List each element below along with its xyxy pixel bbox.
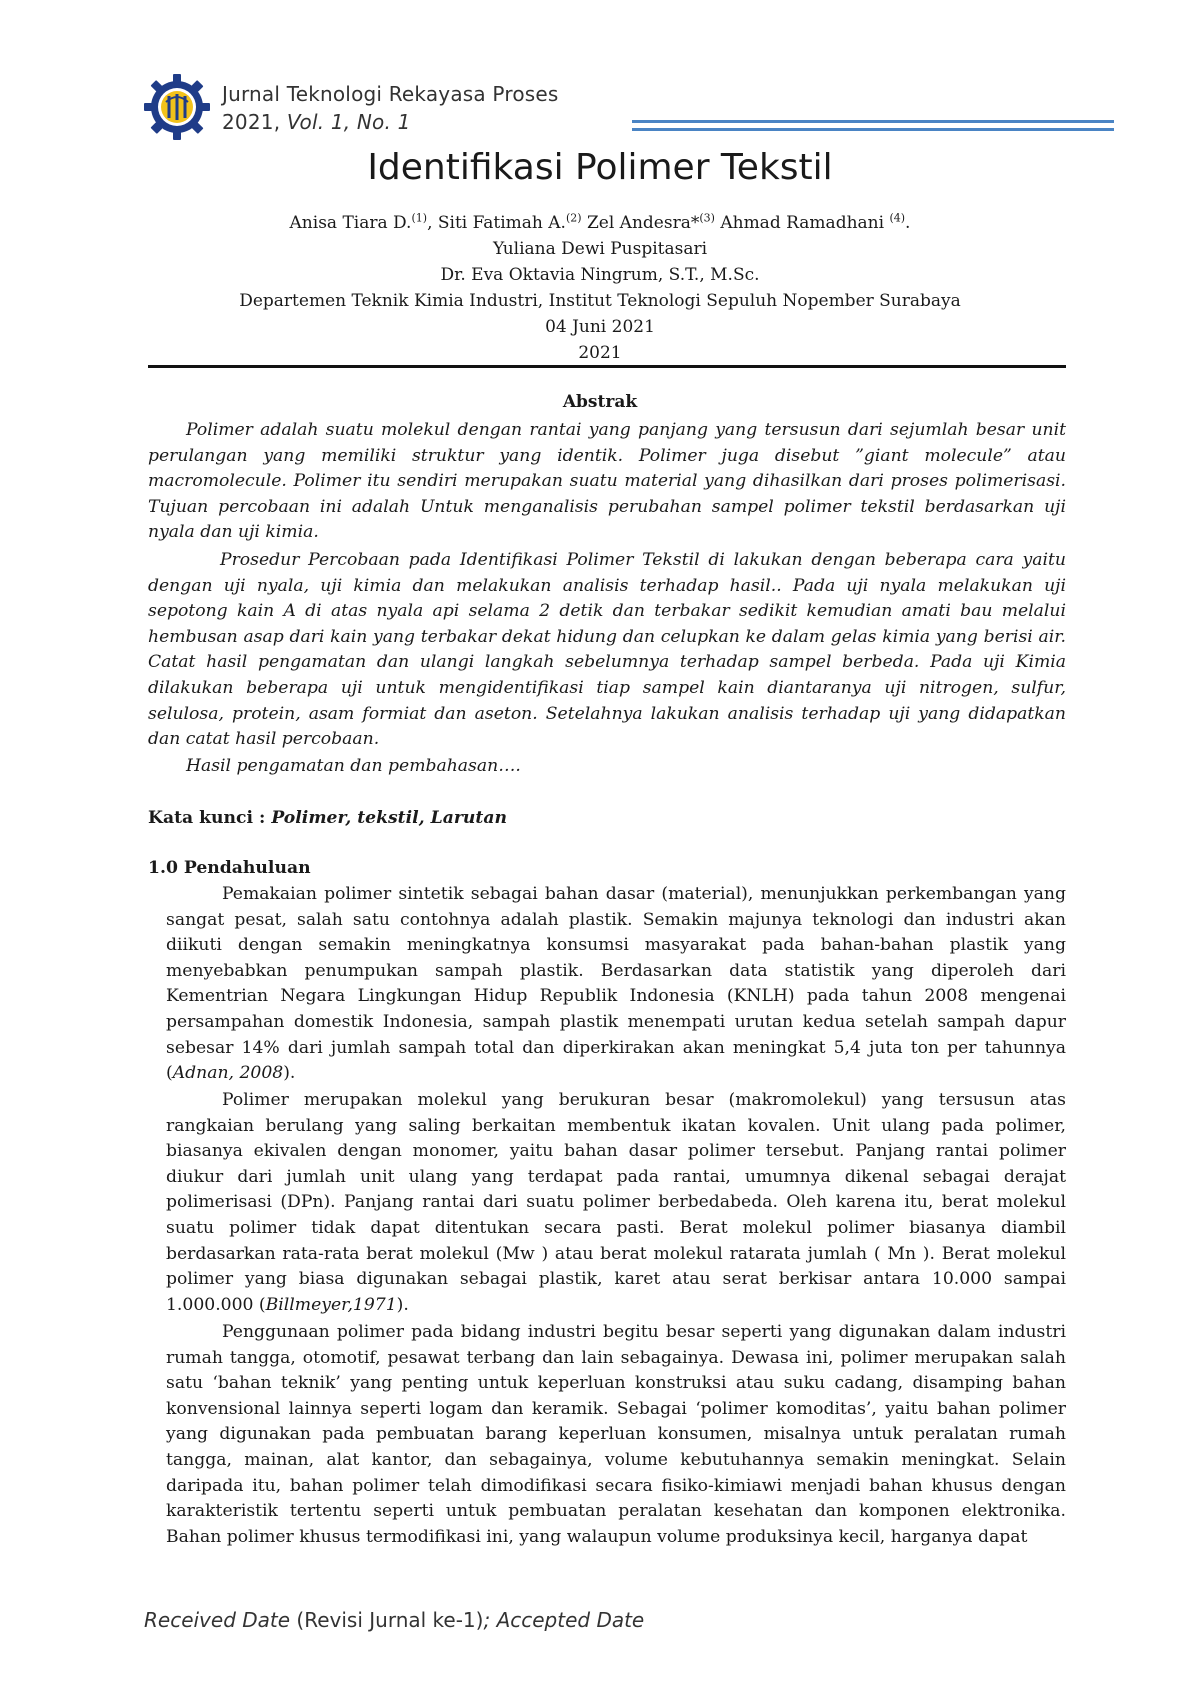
body-paragraph-1 bbox=[166, 882, 1066, 1087]
author-4-mark: (4) bbox=[889, 211, 906, 225]
journal-name: Jurnal Teknologi Rekayasa Proses bbox=[222, 82, 559, 106]
author-2: , Siti Fatimah A. bbox=[427, 213, 566, 233]
body-paragraph-2-end: ). bbox=[396, 1294, 409, 1315]
revision-note: (Revisi Jurnal ke-1) bbox=[290, 1608, 484, 1632]
paper-year: 2021 bbox=[578, 343, 622, 363]
body-paragraph-1-end: ). bbox=[283, 1063, 296, 1084]
journal-volume: Vol. 1, No. 1 bbox=[286, 110, 411, 134]
page-footer bbox=[144, 1608, 644, 1632]
journal-year: 2021, bbox=[222, 110, 281, 134]
body-paragraph-1-text: Pemakaian polimer sintetik sebagai bahan dasar (material), menunjukkan perkembangan yang sangat pesat, salah satu contohnya adalah plastik. Semakin majunya teknologi dan industri akan diikuti dengan semakin meningkatnya konsumsi masyarakat pada bahan-bahan plastik yang menyebabkan penumpukan sampah plastik. Berdasarkan data statistik yang diperoleh dari Kementrian Negara Lingkungan Hidup Republik Indonesia (KNLH) pada tahun 2008 mengenai persampahan domestik Indonesia, sampah plastik menempati urutan kedua setelah sampah dapur sebesar 14% dari jumlah sampah total dan diperkirakan akan meningkat 5,4 juta ton per tahunnya ( bbox=[166, 884, 1066, 1084]
keywords-label: Kata kunci : bbox=[148, 808, 272, 828]
abstract-paragraph-2: Prosedur Percobaan pada Identifikasi Polimer Tekstil di lakukan dengan beberapa cara yaitu dengan uji nyala, uji kimia dan melakukan analisis terhadap hasil.. Pada uji nyala melakukan uji sepotong kain A di atas nyala api selama 2 detik dan terbakar sedikit kemudian amati bau melalui hembusan asap dari kain yang terbakar dekat hidung dan celupkan ke dalam gelas kimia yang berisi air. Catat hasil pengamatan dan ulangi langkah sebelumnya terhadap sampel berbeda. Pada uji Kimia dilakukan beberapa uji untuk mengidentifikasi tiap sampel kain diantaranya uji nitrogen, sulfur, selulosa, protein, asam formiat dan aseton. Setelahnya lakukan analisis terhadap uji yang didapatkan dan catat hasil percobaan. bbox=[148, 550, 1066, 750]
keywords bbox=[148, 808, 507, 828]
university-seal-icon bbox=[142, 72, 212, 142]
journal-volume-line bbox=[222, 108, 559, 136]
author-4: Ahmad Ramadhani bbox=[714, 213, 890, 233]
abstract-heading: Abstrak bbox=[562, 392, 638, 412]
affiliation: Departemen Teknik Kimia Industri, Institut Teknologi Sepuluh Nopember Surabaya bbox=[239, 291, 961, 311]
author-list-end: . bbox=[905, 213, 911, 233]
supervisor: Dr. Eva Oktavia Ningrum, S.T., M.Sc. bbox=[440, 265, 760, 285]
body-paragraph-2-text: Polimer merupakan molekul yang berukuran besar (makromolekul) yang tersusun atas rangkaian berulang yang saling berkaitan membentuk ikatan kovalen. Unit ulang pada polimer, biasanya ekivalen dengan monomer, yaitu bahan dasar polimer tersebut. Panjang rantai polimer diukur dari jumlah unit ulang yang terdapat pada rantai, umumnya dikenal sebagai derajat polimerisasi (DPn). Panjang rantai dari suatu polimer berbedabeda. Oleh karena itu, berat molekul suatu polimer tidak dapat ditentukan secara pasti. Berat molekul polimer biasanya diambil berdasarkan rata-rata berat molekul (Mw ) atau berat molekul ratarata jumlah ( Mn ). Berat molekul polimer yang biasa digunakan sebagai plastik, karet atau serat berkisar antara 10.000 sampai 1.000.000 ( bbox=[166, 1090, 1066, 1315]
author-1-mark: (1) bbox=[411, 211, 428, 225]
author-1: Anisa Tiara D. bbox=[289, 213, 412, 233]
author-3: Zel Andesra* bbox=[581, 213, 700, 233]
author-3-mark: (3) bbox=[699, 211, 715, 225]
header-rule-bottom bbox=[632, 128, 1114, 131]
journal-header bbox=[222, 80, 559, 136]
body-paragraph-2 bbox=[166, 1088, 1066, 1318]
paper-date: 04 Juni 2021 bbox=[545, 317, 655, 337]
received-date: Received Date bbox=[144, 1608, 291, 1632]
accepted-date: ; Accepted Date bbox=[483, 1608, 645, 1632]
author-list bbox=[0, 210, 1200, 236]
keywords-terms: Polimer, tekstil, Larutan bbox=[271, 808, 507, 828]
abstract-paragraph-1: Polimer adalah suatu molekul dengan rantai yang panjang yang tersusun dari sejumlah besar unit perulangan yang memiliki struktur yang identik. Polimer juga disebut ”giant molecule” atau macromolecule. Polimer itu sendiri merupakan suatu material yang dihasilkan dari proses polimerisasi. Tujuan percobaan ini adalah Untuk menganalisis perubahan sampel polimer tekstil berdasarkan uji nyala dan uji kimia. bbox=[148, 420, 1066, 543]
citation-adnan: Adnan, 2008 bbox=[172, 1063, 284, 1084]
body-paragraph-3: Penggunaan polimer pada bidang industri begitu besar seperti yang digunakan dalam industri rumah tangga, otomotif, pesawat terbang dan lain sebagainya. Dewasa ini, polimer merupakan salah satu ‘bahan teknik’ yang penting untuk keperluan konstruksi atau suku cadang, disamping bahan konvensional lainnya seperti logam dan keramik. Sebagai ‘polimer komoditas’, yaitu bahan polimer yang digunakan pada pembuatan barang keperluan konsumen, misalnya untuk peralatan rumah tangga, mainan, alat kantor, dan sebagainya, volume kebutuhannya semakin meningkat. Selain daripada itu, bahan polimer telah dimodifikasi secara fisiko-kimiawi menjadi bahan khusus dengan karakteristik tertentu seperti untuk pembuatan peralatan kesehatan dan komponen elektronika. Bahan polimer khusus termodifikasi ini, yang walaupun volume produksinya kecil, harganya dapat bbox=[166, 1322, 1066, 1547]
section-heading: 1.0 Pendahuluan bbox=[148, 858, 311, 878]
author-line-2: Yuliana Dewi Puspitasari bbox=[492, 239, 708, 259]
citation-billmeyer: Billmeyer,1971 bbox=[265, 1294, 397, 1315]
title-divider bbox=[148, 365, 1066, 368]
abstract-paragraph-3: Hasil pengamatan dan pembahasan…. bbox=[186, 756, 521, 776]
header-rule-top bbox=[632, 120, 1114, 123]
author-2-mark: (2) bbox=[565, 211, 582, 225]
paper-title: Identifikasi Polimer Tekstil bbox=[367, 147, 833, 188]
